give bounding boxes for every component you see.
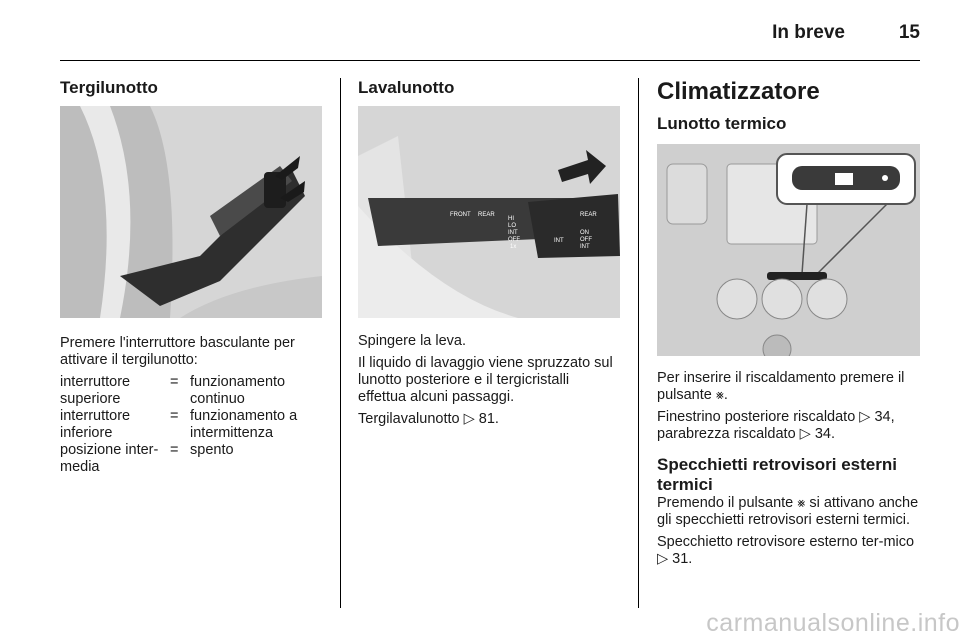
- paragraph: [657, 495, 921, 529]
- definition-equals: =: [170, 408, 179, 424]
- definition-equals: =: [170, 374, 179, 390]
- paragraph: [657, 370, 921, 404]
- chapter-heading: Climatizzatore: [657, 78, 820, 105]
- rear-wiper-switch-illustration: [60, 106, 322, 318]
- header-rule: [60, 60, 920, 61]
- column2-body: [358, 333, 620, 428]
- column3-body: [657, 370, 921, 568]
- column-climatizzatore: [657, 78, 921, 134]
- label-rear: REAR: [478, 212, 495, 218]
- rear-washer-lever-illustration: [358, 106, 620, 318]
- label-rear-2: REAR: [580, 212, 597, 218]
- label-lo: LO: [508, 223, 517, 229]
- paragraph: Spingere la leva.: [358, 333, 467, 349]
- column1-body: [60, 335, 322, 476]
- label-off-2: OFF: [580, 237, 592, 243]
- definition-term: interruttore inferiore: [60, 408, 131, 441]
- watermark: carmanualsonline.info: [706, 609, 960, 637]
- text: Per inserire il riscaldamento premere il pulsante: [657, 370, 905, 403]
- definition-row: [60, 408, 322, 442]
- definition-value: spento: [190, 442, 234, 458]
- section-heading: Tergilunotto: [60, 78, 158, 97]
- page-number: 15: [898, 22, 920, 43]
- cross-reference: Specchietto retrovisore esterno ter-mico ▷ 31.: [657, 534, 915, 567]
- cross-reference: Finestrino posteriore riscaldato ▷ 34, parabrezza riscaldato ▷ 34.: [657, 409, 895, 442]
- label-int-2: INT: [554, 238, 564, 244]
- text: Premendo il pulsante: [657, 495, 798, 511]
- paragraph: Il liquido di lavaggio viene spruzzato sul lunotto posteriore e il tergicristalli effettua alcuni passaggi.: [358, 355, 613, 405]
- definition-equals: =: [170, 442, 179, 458]
- label-front: FRONT: [450, 212, 471, 218]
- definition-value: funzionamento a intermittenza: [190, 408, 298, 441]
- column-lavalunotto: [358, 78, 620, 98]
- definition-value: funzionamento continuo: [190, 374, 286, 407]
- label-1x: 1x: [510, 244, 517, 250]
- section-heading: Lunotto termico: [657, 114, 787, 133]
- text: si attivano anche gli specchietti retrovisori esterni termici.: [657, 495, 919, 528]
- column-divider: [340, 78, 341, 608]
- heated-rear-window-icon: ⨳: [715, 388, 724, 403]
- definition-term: posizione inter-media: [60, 442, 159, 475]
- definition-list: [60, 374, 322, 476]
- label-int: INT: [508, 230, 518, 236]
- text: .: [723, 387, 728, 403]
- label-hi: HI: [508, 216, 514, 222]
- running-header-title: In breve: [772, 22, 845, 43]
- heated-rear-window-icon: ⨳: [797, 496, 806, 511]
- label-off: OFF: [508, 237, 520, 243]
- label-int-3: INT: [580, 244, 590, 250]
- column-tergilunotto: [60, 78, 322, 98]
- column-divider: [638, 78, 639, 608]
- section-heading: Lavalunotto: [358, 78, 455, 97]
- intro-paragraph: Premere l'interruttore basculante per attivare il tergilunotto:: [60, 335, 295, 368]
- definition-term: interruttore superiore: [60, 374, 131, 407]
- definition-row: [60, 374, 322, 408]
- section-heading: Specchietti retrovisori esterni termici: [657, 455, 897, 494]
- cross-reference: Tergilavalunotto ▷ 81.: [358, 411, 499, 427]
- label-on: ON: [580, 230, 589, 236]
- heated-rear-window-button-illustration: [657, 144, 920, 356]
- definition-row: [60, 442, 322, 476]
